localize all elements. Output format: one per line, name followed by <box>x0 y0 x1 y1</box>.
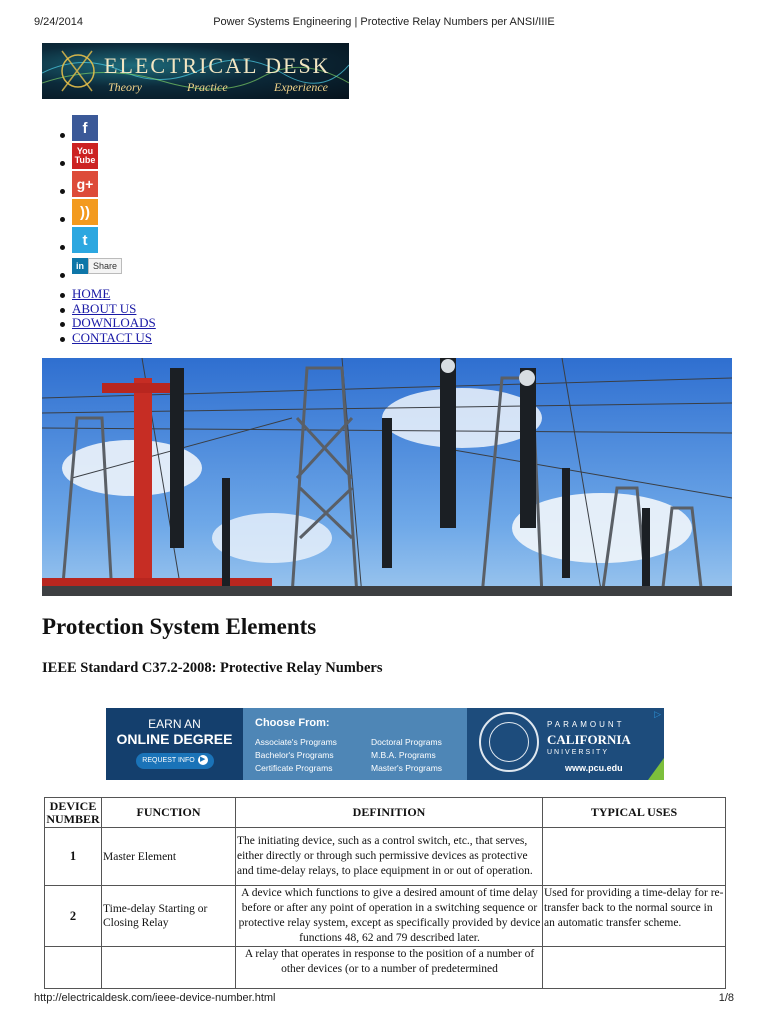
header-typical-uses: TYPICAL USES <box>543 798 726 828</box>
print-url: http://electricaldesk.com/ieee-device-number.html <box>34 992 276 1004</box>
ad-program-item: M.B.A. Programs <box>371 750 436 760</box>
list-bullet <box>60 245 65 250</box>
typical-uses-cell <box>543 828 726 886</box>
page-title: Protection System Elements <box>42 614 317 639</box>
print-page-count: 1/8 <box>718 992 734 1004</box>
ad-program-item: Master's Programs <box>371 763 443 773</box>
device-number-cell: 1 <box>45 828 102 886</box>
list-bullet <box>60 217 65 222</box>
print-title: Power Systems Engineering | Protective Relay Numbers per ANSI/IIIE <box>213 16 555 28</box>
table-row <box>45 828 726 886</box>
table-header-row <box>45 798 726 828</box>
twitter-icon[interactable]: t <box>72 227 98 253</box>
device-number-cell <box>45 947 102 989</box>
header-function: FUNCTION <box>102 798 236 828</box>
ad-program-item: Bachelor's Programs <box>255 750 334 760</box>
definition-cell: A device which functions to give a desired amount of time delay before or after any point of operation in a switching sequence or protective relay system, except as specifically provided by device functions 48, 62 and 79 described later. <box>236 886 543 947</box>
nav-link-home[interactable]: HOME <box>72 286 111 301</box>
ad-program-item: Doctoral Programs <box>371 737 442 747</box>
nav-link-downloads[interactable]: DOWNLOADS <box>72 315 156 330</box>
logo-title: ELECTRICAL DESK <box>104 53 331 78</box>
function-cell <box>102 947 236 989</box>
logo-tag-1: Theory <box>108 80 142 94</box>
linkedin-share-button[interactable] <box>72 258 122 274</box>
function-cell: Time-delay Starting or Closing Relay <box>102 886 236 947</box>
ad-brand-panel <box>467 708 664 780</box>
facebook-icon[interactable]: f <box>72 115 98 141</box>
list-bullet <box>60 322 65 327</box>
ad-online-degree-text: ONLINE DEGREE <box>116 731 233 747</box>
ad-brand-main: CALIFORNIA <box>547 732 631 747</box>
ad-programs-panel <box>243 708 467 780</box>
rss-icon[interactable]: )) <box>72 199 98 225</box>
logo-tag-2: Practice <box>187 80 228 94</box>
definition-cell: The initiating device, such as a control switch, etc., that serves, either directly or through such permissive devices as protective and time-delay relays, to place equipment in or out of operation. <box>236 828 543 886</box>
list-bullet <box>60 293 65 298</box>
list-bullet <box>60 308 65 313</box>
site-logo[interactable] <box>42 43 349 99</box>
device-number-cell: 2 <box>45 886 102 947</box>
function-cell: Master Element <box>102 828 236 886</box>
nav-link-contact[interactable]: CONTACT US <box>72 329 152 345</box>
ad-brand-sub: UNIVERSITY <box>547 749 610 756</box>
ad-earn-text: EARN AN <box>148 717 201 731</box>
relay-numbers-table <box>44 797 726 989</box>
print-header <box>0 16 768 30</box>
ad-program-item: Certificate Programs <box>255 763 333 773</box>
definition-cell: A relay that operates in response to the position of a number of other devices (or to a number of predetermined <box>236 947 543 989</box>
typical-uses-cell: Used for providing a time-delay for re-transfer back to the normal source in an automatic transfer scheme. <box>543 886 726 947</box>
nav-link-about[interactable]: ABOUT US <box>72 300 137 316</box>
advertisement-banner[interactable] <box>106 708 664 780</box>
page-subtitle: IEEE Standard C37.2-2008: Protective Relay Numbers <box>42 660 383 676</box>
list-bullet <box>60 133 65 138</box>
list-bullet <box>60 189 65 194</box>
print-footer <box>0 992 768 1006</box>
university-seal-inner <box>489 722 529 762</box>
table-row <box>45 886 726 947</box>
ad-brand-top: PARAMOUNT <box>547 720 625 729</box>
ad-choose-heading: Choose From: <box>255 717 330 729</box>
youtube-icon[interactable]: You Tube <box>72 143 98 169</box>
logo-tag-3: Experience <box>274 80 328 94</box>
ad-corner-accent <box>648 758 664 780</box>
list-bullet <box>60 273 65 278</box>
ad-left-panel <box>106 708 243 780</box>
header-definition: DEFINITION <box>236 798 543 828</box>
header-device-number: DEVICE NUMBER <box>46 798 100 826</box>
ad-request-info-button[interactable] <box>136 753 214 769</box>
logo-graphic <box>42 43 349 99</box>
print-date: 9/24/2014 <box>34 16 83 28</box>
table-row <box>45 947 726 989</box>
ad-url: www.pcu.edu <box>565 763 623 773</box>
ad-request-info-label: REQUEST INFO <box>142 757 195 764</box>
play-arrow-icon: ▶ <box>198 755 208 765</box>
typical-uses-cell <box>543 947 726 989</box>
google-plus-icon[interactable]: g+ <box>72 171 98 197</box>
substation-banner-image <box>42 358 732 596</box>
ad-programs-col1 <box>255 736 337 775</box>
list-bullet <box>60 337 65 342</box>
linkedin-icon: in <box>72 258 88 274</box>
ad-program-item: Associate's Programs <box>255 737 337 747</box>
ad-programs-col2 <box>371 736 442 775</box>
adchoices-icon[interactable]: ▷ <box>654 709 661 719</box>
linkedin-share-label: Share <box>88 258 122 274</box>
list-bullet <box>60 161 65 166</box>
